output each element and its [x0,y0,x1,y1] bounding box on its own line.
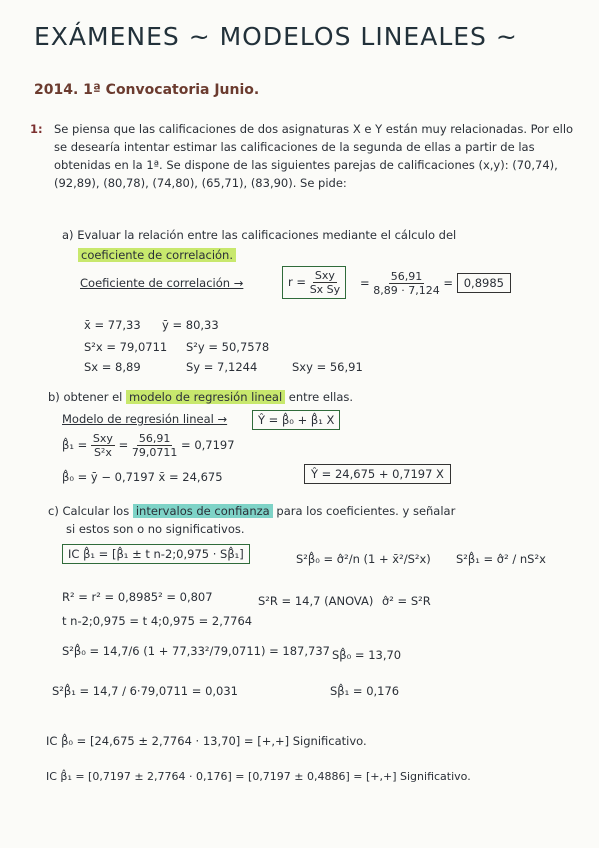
s2-beta0-calc: S²β̂₀ = 14,7/6 (1 + 77,33²/79,0711) = 187,737 [62,644,330,658]
exam-subtitle: 2014. 1ª Convocatoria Junio. [34,82,260,98]
problem-text: Se piensa que las calificaciones de dos asignaturas X e Y están muy relacionadas. Por ello se desearía intentar estimar las calificaciones de la segunda de ellas a partir de las obtenidas en la 1ª. Se dispone de las siguientes parejas de calificaciones (x,y): (70,74), (92,89), (80,78), (74,80), (65,71), (83,90). Se pide: [54,122,574,190]
ic-beta0: IC β̂₀ = [24,675 ± 2,7764 · 13,70] = [+,+] Significativo. [46,734,367,748]
s-beta1: Sβ̂₁ = 0,176 [330,684,400,698]
part-a-label: a) Evaluar la relación entre las calificaciones mediante el cálculo del [62,228,457,242]
stat-sy2: S²y = 50,7578 [186,340,270,354]
r-squared: R² = r² = 0,8985² = 0,807 [62,590,213,604]
stat-sx: Sx = 8,89 [84,360,141,374]
problem-number: 1: [30,122,43,136]
stat-sx2: S²x = 79,0711 [84,340,168,354]
problem-statement [30,120,584,192]
t-value: t n-2;0,975 = t 4;0,975 = 2,7764 [62,614,253,628]
sigma-hat: σ̂² = S²R [382,594,431,608]
part-c-label: c) Calcular los intervalos de confianza para los coeficientes. y señalar [48,504,456,518]
correlation-calc: = $\frac{56,91}{8,89 \cdot 7,124}$ = 0,8985 [360,270,511,297]
ic-beta1: IC β̂₁ = [0,7197 ± 2,7764 · 0,176] = [0,7197 ± 0,4886] = [+,+] Significativo. [46,770,471,783]
correlation-formula-box: r = $\frac{\text{Sxy}}{\text{Sx Sy}}$ [282,266,346,299]
part-c-label-2: si estos son o no significativos. [66,522,245,536]
sr2-anova: S²R = 14,7 (ANOVA) [258,594,374,608]
beta0-calc: β̂₀ = ȳ − 0,7197 x̄ = 24,675 [62,470,223,484]
part-b-label: b) obtener el modelo de regresión lineal entre ellas. [48,390,354,404]
correlation-label: Coeficiente de correlación → [80,276,244,290]
s-beta1-formula: S²β̂₁ = σ̂² / nS²x [456,552,546,566]
part-a-highlight: coeficiente de correlación. [78,248,236,262]
stat-ybar: ȳ = 80,33 [162,318,219,332]
stat-sxy: Sxy = 56,91 [292,360,363,374]
s-beta0: Sβ̂₀ = 13,70 [332,648,402,662]
stat-sy: Sy = 7,1244 [186,360,258,374]
regression-model-box: Ŷ = β̂₀ + β̂₁ X [252,410,340,430]
regression-label: Modelo de regresión lineal → [62,412,228,426]
stat-xbar: x̄ = 77,33 [84,318,141,332]
fitted-model-box: Ŷ = 24,675 + 0,7197 X [304,464,451,484]
beta1-calc: β̂₁ = $\frac{\text{Sxy}}{\text{S²x}}$ = $\frac{56,91}{79,0711}$ = 0,7197 [62,432,235,459]
ic-formula-box: IC β̂₁ = [β̂₁ ± t n-2;0,975 · Sβ̂₁] [62,544,250,564]
s2-beta1-calc: S²β̂₁ = 14,7 / 6·79,0711 = 0,031 [52,684,238,698]
page-title: EXÁMENES ~ MODELOS LINEALES ~ [34,22,518,51]
s-beta0-formula: S²β̂₀ = σ̂²/n (1 + x̄²/S²x) [296,552,431,566]
